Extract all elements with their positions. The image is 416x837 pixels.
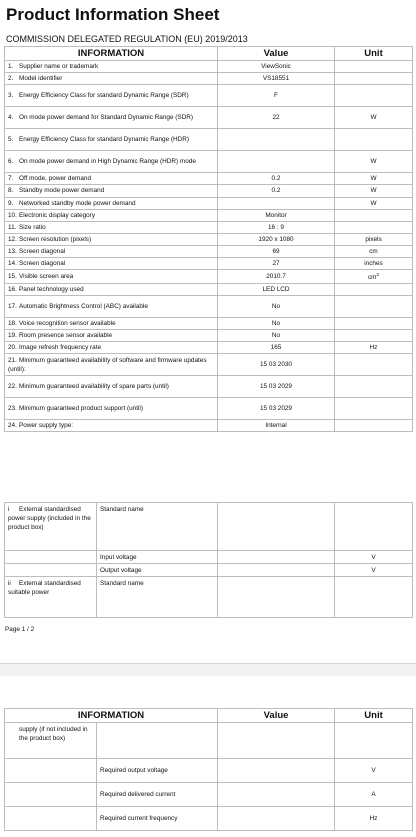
- row-value: 15 03 2029: [218, 398, 335, 420]
- table-row: [5, 317, 413, 329]
- row-label: Minimum guaranteed availability of spare parts (until): [19, 383, 169, 391]
- row-label: Visible screen area: [19, 272, 74, 280]
- row-value: VS18551: [218, 73, 335, 85]
- row-number: 3.: [8, 92, 14, 100]
- row-number: 24.: [8, 422, 17, 430]
- row-unit: [335, 329, 413, 341]
- regulation-subtitle: COMMISSION DELEGATED REGULATION (EU) 2019/2013: [6, 34, 248, 44]
- unit-text: Hz: [369, 344, 378, 352]
- row-value: 15 03 2029: [218, 376, 335, 398]
- row-label: Minimum guaranteed availability of software and firmware updates (until):: [8, 356, 207, 373]
- row-unit: [335, 61, 413, 73]
- row-number: 5.: [8, 136, 14, 144]
- row-value: Internal: [218, 420, 335, 432]
- row-unit: [335, 398, 413, 420]
- row-value: 0.2: [218, 185, 335, 197]
- required-output-voltage-row: [5, 759, 413, 783]
- row-unit: [335, 173, 413, 185]
- row-label: Standby mode power demand: [19, 187, 105, 195]
- row-value: 69: [218, 246, 335, 258]
- row-unit: [335, 107, 413, 129]
- required-output-voltage-label: Required output voltage: [97, 759, 218, 783]
- output-voltage-unit: V: [335, 564, 413, 577]
- row-label: On mode power demand in High Dynamic Range (HDR) mode: [19, 158, 196, 166]
- unit-superscript: 2: [376, 272, 380, 278]
- unit-text: W: [370, 199, 377, 207]
- input-voltage-unit: V: [335, 551, 413, 564]
- row-number: 11.: [8, 223, 17, 231]
- row-number: 16.: [8, 285, 17, 293]
- row-unit: [335, 295, 413, 317]
- input-voltage-row: [5, 551, 413, 564]
- table-row: [5, 283, 413, 295]
- page-2: [0, 676, 416, 837]
- required-delivered-current-row: [5, 783, 413, 807]
- row-number: 8.: [8, 187, 14, 195]
- row-number: 15.: [8, 272, 17, 280]
- row-label: Room presence sensor available: [19, 331, 113, 339]
- required-delivered-current-label: Required delivered current: [97, 783, 218, 807]
- unit-text: W: [370, 158, 377, 166]
- row-unit: [335, 354, 413, 376]
- table-row: [5, 246, 413, 258]
- row-label: Screen diagonal: [19, 260, 66, 268]
- external-supply-label: External standardised power supply (included in the product box): [8, 506, 91, 531]
- table-row: [5, 61, 413, 73]
- power-supply-table: [4, 502, 413, 618]
- row-unit: [335, 209, 413, 221]
- table-row: [5, 258, 413, 270]
- table-row: [5, 197, 413, 209]
- info-table-continued: [4, 708, 413, 831]
- row-label: Networked standby mode power demand: [19, 199, 136, 207]
- row-value: 165: [218, 341, 335, 353]
- table-row: [5, 85, 413, 107]
- row-number: 19.: [8, 331, 17, 339]
- table-row: [5, 129, 413, 151]
- row-value: 1920 x 1080: [218, 233, 335, 245]
- row-unit: [335, 420, 413, 432]
- row-unit: [335, 129, 413, 151]
- table-row: [5, 398, 413, 420]
- info-table: [4, 46, 413, 432]
- row-number: 2.: [8, 75, 14, 83]
- row-label: Energy Efficiency Class for standard Dynamic Range (HDR): [19, 136, 190, 144]
- row-number: i: [8, 506, 10, 513]
- row-label: Voice recognition sensor available: [19, 319, 116, 327]
- unit-text: W: [370, 187, 377, 195]
- unit-text: pixels: [365, 236, 382, 244]
- table-row: [5, 329, 413, 341]
- row-value: No: [218, 317, 335, 329]
- unit-header: Unit: [335, 709, 413, 723]
- unit-text: inches: [364, 260, 383, 268]
- external-supply-2-label: External standardised suitable power: [8, 580, 81, 596]
- row-value: 22: [218, 107, 335, 129]
- information-header: INFORMATION: [5, 47, 218, 61]
- row-number: 14.: [8, 260, 17, 268]
- continued-supply-row: [5, 723, 413, 759]
- required-current-frequency-row: [5, 807, 413, 831]
- required-current-frequency-label: Required current frequency: [97, 807, 218, 831]
- required-delivered-current-unit: A: [335, 783, 413, 807]
- table-row: [5, 107, 413, 129]
- external-supply-row: [5, 503, 413, 551]
- row-value: 16 : 9: [218, 221, 335, 233]
- external-supply-2-row: [5, 577, 413, 618]
- row-label: Energy Efficiency Class for standard Dynamic Range (SDR): [19, 92, 189, 100]
- row-number: 22.: [8, 383, 17, 391]
- table-row: [5, 376, 413, 398]
- row-value: [218, 197, 335, 209]
- unit-text: W: [370, 175, 377, 183]
- row-unit: [335, 341, 413, 353]
- row-unit: [335, 151, 413, 173]
- row-number: ii: [8, 580, 11, 587]
- row-value: [218, 129, 335, 151]
- page-number: Page 1 / 2: [5, 626, 35, 633]
- row-label: Power supply type:: [19, 422, 73, 430]
- row-number: 9.: [8, 199, 14, 207]
- row-label: Off mode, power demand: [19, 175, 91, 183]
- row-value: 15 03 2030: [218, 354, 335, 376]
- row-unit: [335, 317, 413, 329]
- row-label: Supplier name or trademark: [19, 63, 99, 71]
- standard-name-unit: [335, 503, 413, 551]
- table-body: [5, 61, 413, 432]
- row-unit: [335, 85, 413, 107]
- input-voltage-label: Input voltage: [97, 551, 218, 564]
- row-label: On mode power demand for Standard Dynamic Range (SDR): [19, 114, 194, 122]
- row-unit: [335, 73, 413, 85]
- row-value: 0.2: [218, 173, 335, 185]
- value-header: Value: [218, 47, 335, 61]
- unit-text: W: [370, 114, 377, 122]
- table-row: [5, 420, 413, 432]
- row-number: 23.: [8, 405, 17, 413]
- value-header: Value: [218, 709, 335, 723]
- row-number: 10.: [8, 211, 17, 219]
- unit-header: Unit: [335, 47, 413, 61]
- row-unit: [335, 197, 413, 209]
- row-unit: [335, 258, 413, 270]
- row-value: Monitor: [218, 209, 335, 221]
- table-row: [5, 221, 413, 233]
- row-unit: [335, 376, 413, 398]
- row-value: 2010.7: [218, 270, 335, 283]
- row-label: Minimum guaranteed product support (until): [19, 405, 143, 413]
- row-label: Screen diagonal: [19, 248, 66, 256]
- row-label: Screen resolution (pixels): [19, 236, 92, 244]
- unit-text: cm: [369, 248, 378, 256]
- row-unit: [335, 185, 413, 197]
- page-title: Product Information Sheet: [6, 5, 220, 24]
- row-unit: [335, 246, 413, 258]
- row-value: No: [218, 329, 335, 341]
- information-header: INFORMATION: [5, 709, 218, 723]
- table-row: [5, 73, 413, 85]
- row-unit: [335, 270, 413, 283]
- input-voltage-value: [218, 551, 335, 564]
- row-number: 12.: [8, 236, 17, 244]
- standard-name-label: Standard name: [97, 503, 218, 551]
- row-value: [218, 151, 335, 173]
- table-row: [5, 209, 413, 221]
- row-number: 6.: [8, 158, 14, 166]
- table-row: [5, 173, 413, 185]
- row-number: 13.: [8, 248, 17, 256]
- row-label: Image refresh frequency rate: [19, 344, 102, 352]
- output-voltage-value: [218, 564, 335, 577]
- row-label: Model identifier: [19, 75, 63, 83]
- row-value: 27: [218, 258, 335, 270]
- row-number: 18.: [8, 319, 17, 327]
- table-row: [5, 151, 413, 173]
- required-current-frequency-unit: Hz: [335, 807, 413, 831]
- row-number: 20.: [8, 344, 17, 352]
- output-voltage-label: Output voltage: [97, 564, 218, 577]
- row-value: No: [218, 295, 335, 317]
- row-unit: [335, 221, 413, 233]
- table-row: [5, 233, 413, 245]
- row-unit: [335, 233, 413, 245]
- table-row: [5, 341, 413, 353]
- row-number: 4.: [8, 114, 14, 122]
- row-value: ViewSonic: [218, 61, 335, 73]
- table-row: [5, 295, 413, 317]
- table-header-row: [5, 47, 413, 61]
- row-number: 17.: [8, 302, 17, 310]
- table-row: [5, 270, 413, 283]
- row-value: LED LCD: [218, 283, 335, 295]
- unit-text: cm: [367, 274, 377, 282]
- continued-supply-label: supply (if not included in the product box): [5, 723, 97, 759]
- row-unit: [335, 283, 413, 295]
- table-row: [5, 185, 413, 197]
- output-voltage-row: [5, 564, 413, 577]
- required-output-voltage-unit: V: [335, 759, 413, 783]
- table-header-row: [5, 709, 413, 723]
- row-number: 21.: [8, 356, 17, 364]
- row-value: F: [218, 85, 335, 107]
- row-number: 7.: [8, 175, 14, 183]
- row-label: Automatic Brightness Control (ABC) available: [19, 302, 148, 310]
- row-label: Size ratio: [19, 223, 46, 231]
- row-number: 1.: [8, 63, 14, 71]
- row-label: Panel technology used: [19, 285, 84, 293]
- standard-name-2-label: Standard name: [97, 577, 218, 618]
- row-label: Electronic display category: [19, 211, 96, 219]
- standard-name-value: [218, 503, 335, 551]
- table-row: [5, 354, 413, 376]
